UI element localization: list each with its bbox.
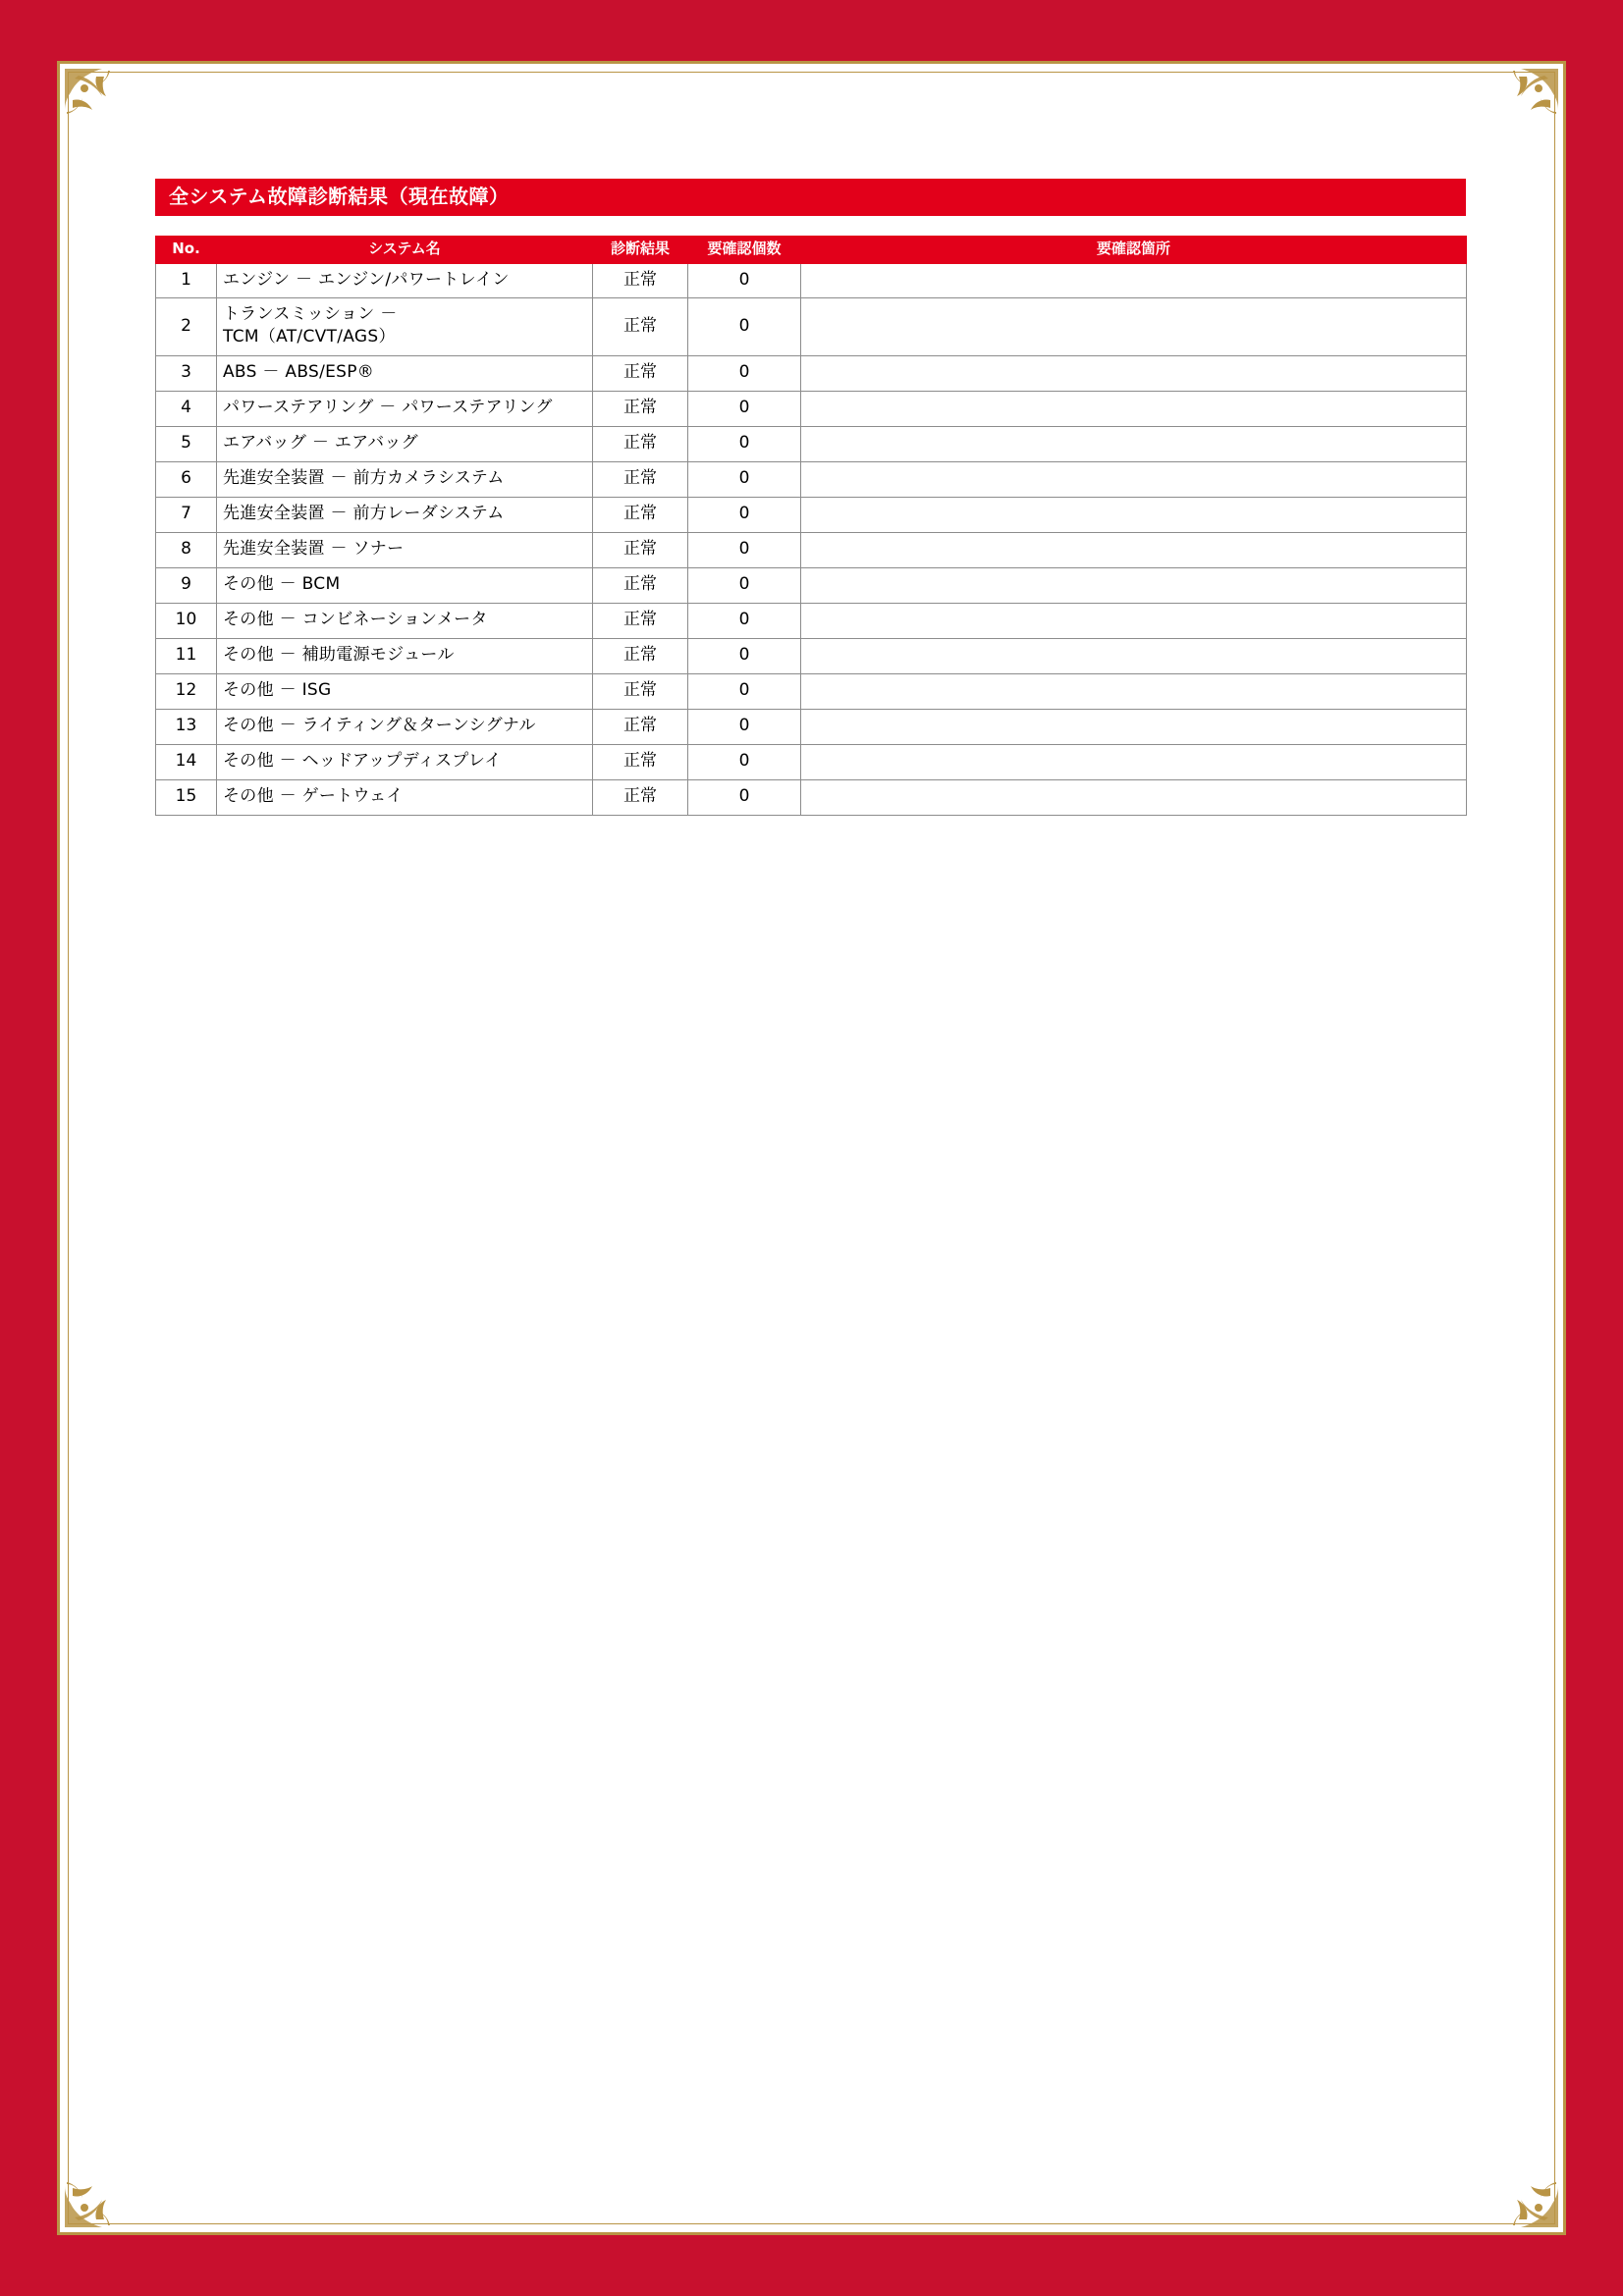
- cell-place: [801, 356, 1467, 392]
- cell-no: 12: [156, 673, 217, 709]
- cell-result: 正常: [593, 779, 688, 815]
- cell-system: 先進安全装置 － 前方カメラシステム: [217, 462, 593, 498]
- cell-count: 0: [688, 462, 801, 498]
- cell-result: 正常: [593, 356, 688, 392]
- cell-place: [801, 744, 1467, 779]
- cell-system: その他 － ゲートウェイ: [217, 779, 593, 815]
- table-row: [156, 709, 1467, 744]
- cell-result: 正常: [593, 298, 688, 356]
- table-row: [156, 638, 1467, 673]
- table-row: [156, 498, 1467, 533]
- cell-system: 先進安全装置 － ソナー: [217, 533, 593, 568]
- cell-place: [801, 709, 1467, 744]
- cell-count: 0: [688, 709, 801, 744]
- cell-no: 8: [156, 533, 217, 568]
- page-title: 全システム故障診断結果（現在故障）: [155, 179, 1466, 216]
- cell-system: その他 － BCM: [217, 567, 593, 603]
- cell-count: 0: [688, 392, 801, 427]
- table-row: [156, 744, 1467, 779]
- cell-system: 先進安全装置 － 前方レーダシステム: [217, 498, 593, 533]
- table-row: [156, 603, 1467, 638]
- cell-system: ABS － ABS/ESP®: [217, 356, 593, 392]
- table-row: [156, 356, 1467, 392]
- cell-no: 14: [156, 744, 217, 779]
- cell-count: 0: [688, 744, 801, 779]
- document-page: [57, 61, 1566, 2235]
- report-content: [155, 179, 1466, 816]
- cell-place: [801, 779, 1467, 815]
- table-body: [156, 263, 1467, 815]
- cell-place: [801, 567, 1467, 603]
- cell-system: エアバッグ － エアバッグ: [217, 427, 593, 462]
- cell-place: [801, 673, 1467, 709]
- table-row: [156, 567, 1467, 603]
- table-row: [156, 462, 1467, 498]
- cell-count: 0: [688, 567, 801, 603]
- cell-place: [801, 263, 1467, 298]
- cell-count: 0: [688, 298, 801, 356]
- cell-result: 正常: [593, 498, 688, 533]
- cell-result: 正常: [593, 462, 688, 498]
- cell-result: 正常: [593, 533, 688, 568]
- cell-no: 13: [156, 709, 217, 744]
- cell-result: 正常: [593, 392, 688, 427]
- column-header-count: 要確認個数: [688, 237, 801, 264]
- column-header-system: システム名: [217, 237, 593, 264]
- cell-system: エンジン － エンジン/パワートレイン: [217, 263, 593, 298]
- cell-place: [801, 603, 1467, 638]
- cell-no: 15: [156, 779, 217, 815]
- cell-result: 正常: [593, 744, 688, 779]
- cell-result: 正常: [593, 673, 688, 709]
- cell-no: 11: [156, 638, 217, 673]
- cell-no: 3: [156, 356, 217, 392]
- ornament-corner-top-right: [1470, 63, 1564, 157]
- table-row: [156, 427, 1467, 462]
- cell-count: 0: [688, 263, 801, 298]
- table-row: [156, 533, 1467, 568]
- cell-system: その他 － ISG: [217, 673, 593, 709]
- cell-result: 正常: [593, 567, 688, 603]
- table-row: [156, 779, 1467, 815]
- cell-no: 4: [156, 392, 217, 427]
- ornament-corner-top-left: [59, 63, 153, 157]
- cell-count: 0: [688, 673, 801, 709]
- cell-result: 正常: [593, 263, 688, 298]
- cell-count: 0: [688, 638, 801, 673]
- cell-count: 0: [688, 498, 801, 533]
- cell-place: [801, 638, 1467, 673]
- column-header-no: No.: [156, 237, 217, 264]
- cell-result: 正常: [593, 638, 688, 673]
- cell-no: 1: [156, 263, 217, 298]
- cell-count: 0: [688, 356, 801, 392]
- cell-count: 0: [688, 779, 801, 815]
- cell-count: 0: [688, 427, 801, 462]
- cell-place: [801, 427, 1467, 462]
- cell-count: 0: [688, 603, 801, 638]
- cell-system: その他 － ライティング＆ターンシグナル: [217, 709, 593, 744]
- cell-system: トランスミッション － TCM（AT/CVT/AGS）: [217, 298, 593, 356]
- cell-no: 2: [156, 298, 217, 356]
- cell-result: 正常: [593, 427, 688, 462]
- cell-system: その他 － コンビネーションメータ: [217, 603, 593, 638]
- cell-no: 6: [156, 462, 217, 498]
- cell-no: 7: [156, 498, 217, 533]
- cell-place: [801, 533, 1467, 568]
- cell-place: [801, 462, 1467, 498]
- cell-system: パワーステアリング － パワーステアリング: [217, 392, 593, 427]
- ornament-corner-bottom-right: [1470, 2139, 1564, 2233]
- cell-system: その他 － ヘッドアップディスプレイ: [217, 744, 593, 779]
- diagnostic-result-table: [155, 236, 1467, 816]
- column-header-place: 要確認箇所: [801, 237, 1467, 264]
- table-row: [156, 263, 1467, 298]
- cell-no: 5: [156, 427, 217, 462]
- table-row: [156, 392, 1467, 427]
- cell-system: その他 － 補助電源モジュール: [217, 638, 593, 673]
- ornament-corner-bottom-left: [59, 2139, 153, 2233]
- table-row: [156, 298, 1467, 356]
- cell-place: [801, 498, 1467, 533]
- cell-no: 10: [156, 603, 217, 638]
- cell-place: [801, 298, 1467, 356]
- table-header-row: [156, 237, 1467, 264]
- table-row: [156, 673, 1467, 709]
- cell-no: 9: [156, 567, 217, 603]
- cell-count: 0: [688, 533, 801, 568]
- cell-result: 正常: [593, 709, 688, 744]
- cell-place: [801, 392, 1467, 427]
- cell-result: 正常: [593, 603, 688, 638]
- column-header-result: 診断結果: [593, 237, 688, 264]
